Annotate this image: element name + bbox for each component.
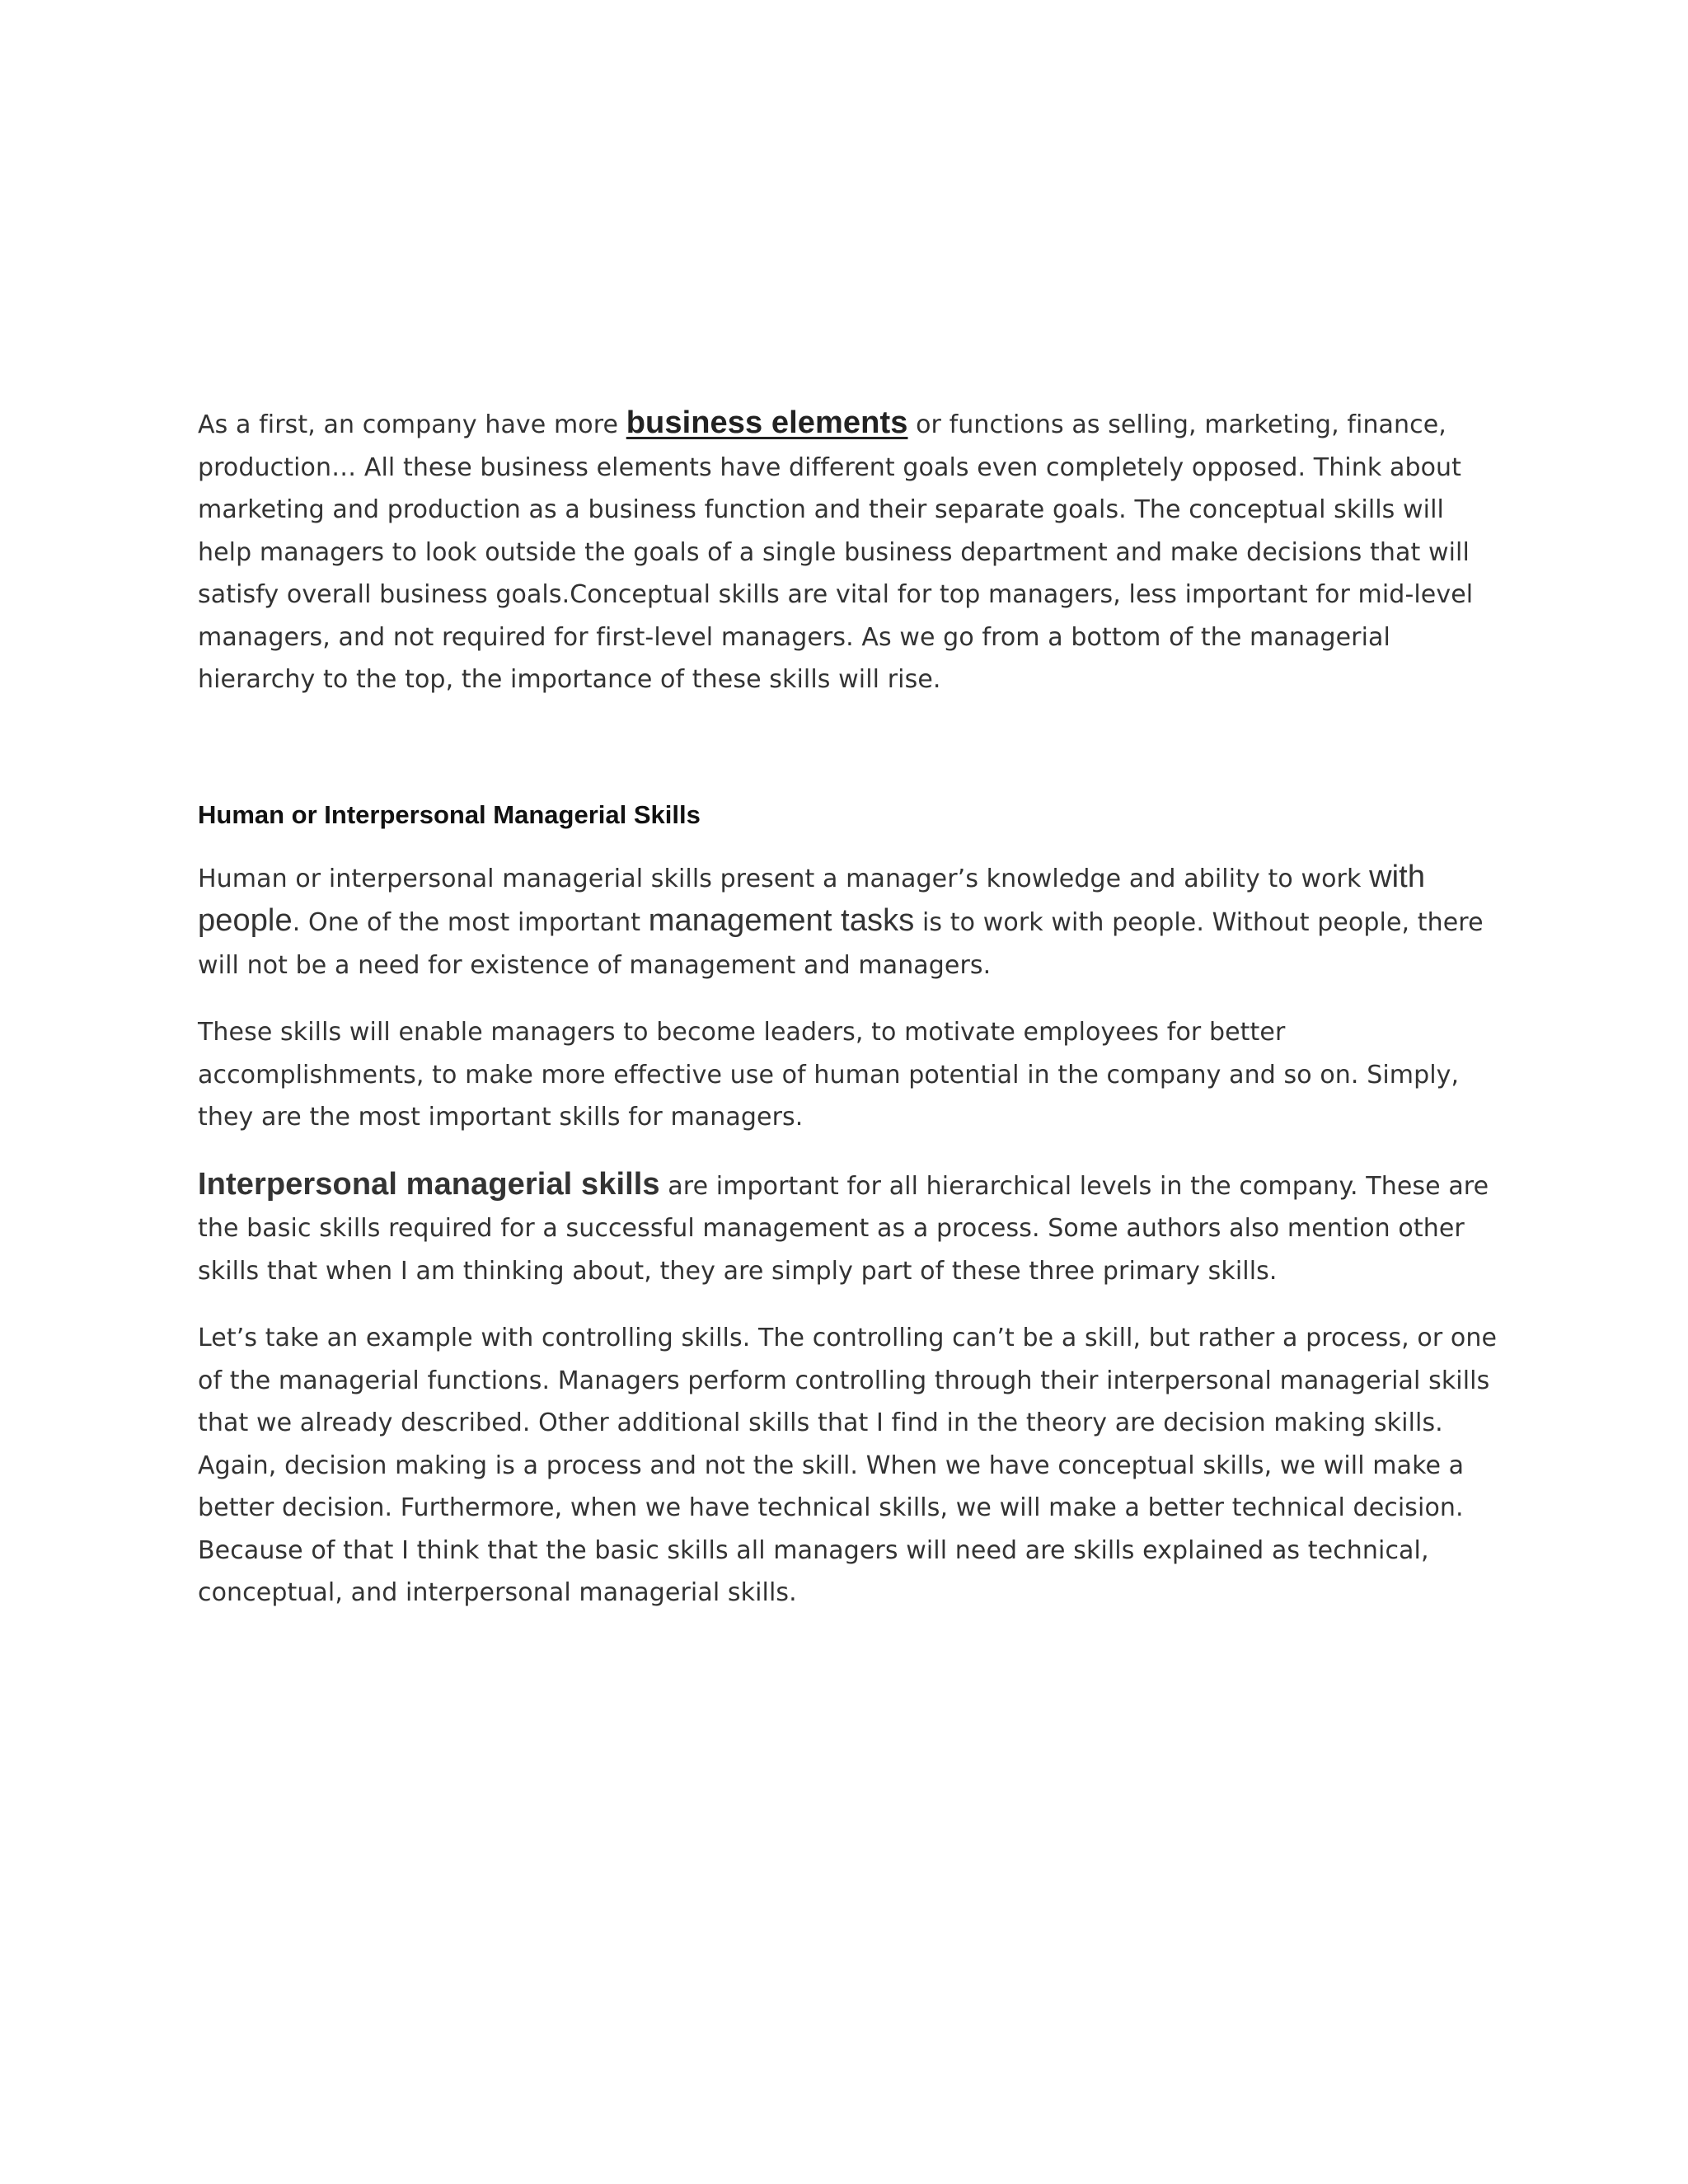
paragraph-text: or functions as selling, marketing, finance, production… All these business elements have different goals even completely opposed. Think about marketing and production as a business function and their separate goals. The conceptual skills will help managers to look outside the goals of a single business department and make decisions that will satisfy overall business goals.Conceptual skills are vital for top managers, less important for mid-level managers, and not required for first-level managers. As we go from a bottom of the managerial hierarchy to the top, the importance of these skills will rise. [198, 410, 1474, 694]
paragraph-hierarchical-levels [198, 1164, 1500, 1293]
document-body [198, 402, 1500, 1639]
paragraph-text: is to work with people. Without people, there will not be a need for existence of management and managers. [198, 908, 1484, 980]
keyword-management-tasks: management tasks [648, 903, 915, 938]
paragraph-conceptual-skills [198, 402, 1500, 701]
paragraph-interpersonal-intro [198, 856, 1500, 987]
section-heading: Human or Interpersonal Managerial Skills [198, 799, 701, 829]
paragraph-text: are important for all hierarchical levels in the company. These are the basic skills required for a successful management as a process. Some authors also mention other skills that when I am thinking about, they are simply part of these three primary skills. [198, 1171, 1489, 1286]
paragraph-text: Human or interpersonal managerial skills present a manager’s knowledge and ability to work [198, 864, 1370, 893]
business-elements-link[interactable]: business elements [626, 405, 908, 440]
paragraph-controlling-example: Let’s take an example with controlling skills. The controlling can’t be a skill, but rather a process, or one of the managerial functions. Managers perform controlling through their interpersonal managerial skills that we already described. Other additional skills that I find in the theory are decision making skills. Again, decision making is a process and not the skill. When we have conceptual skills, we will make a better decision. Furthermore, when we have technical skills, we will make a better technical decision. Because of that I think that the basic skills all managers will need are skills explained as technical, conceptual, and interpersonal managerial skills. [198, 1324, 1498, 1607]
paragraph-text: . One of the most important [292, 908, 649, 937]
keyword-with-people: with people [198, 859, 1426, 938]
paragraph-text: As a first, an company have more [198, 410, 626, 439]
paragraph-leadership: These skills will enable managers to become leaders, to motivate employees for better accomplishments, to make more effective use of human potential in the company and so on. Simply, they are the most important skills for managers. [198, 1018, 1460, 1132]
keyword-interpersonal-managerial-skills: Interpersonal managerial skills [198, 1166, 660, 1202]
